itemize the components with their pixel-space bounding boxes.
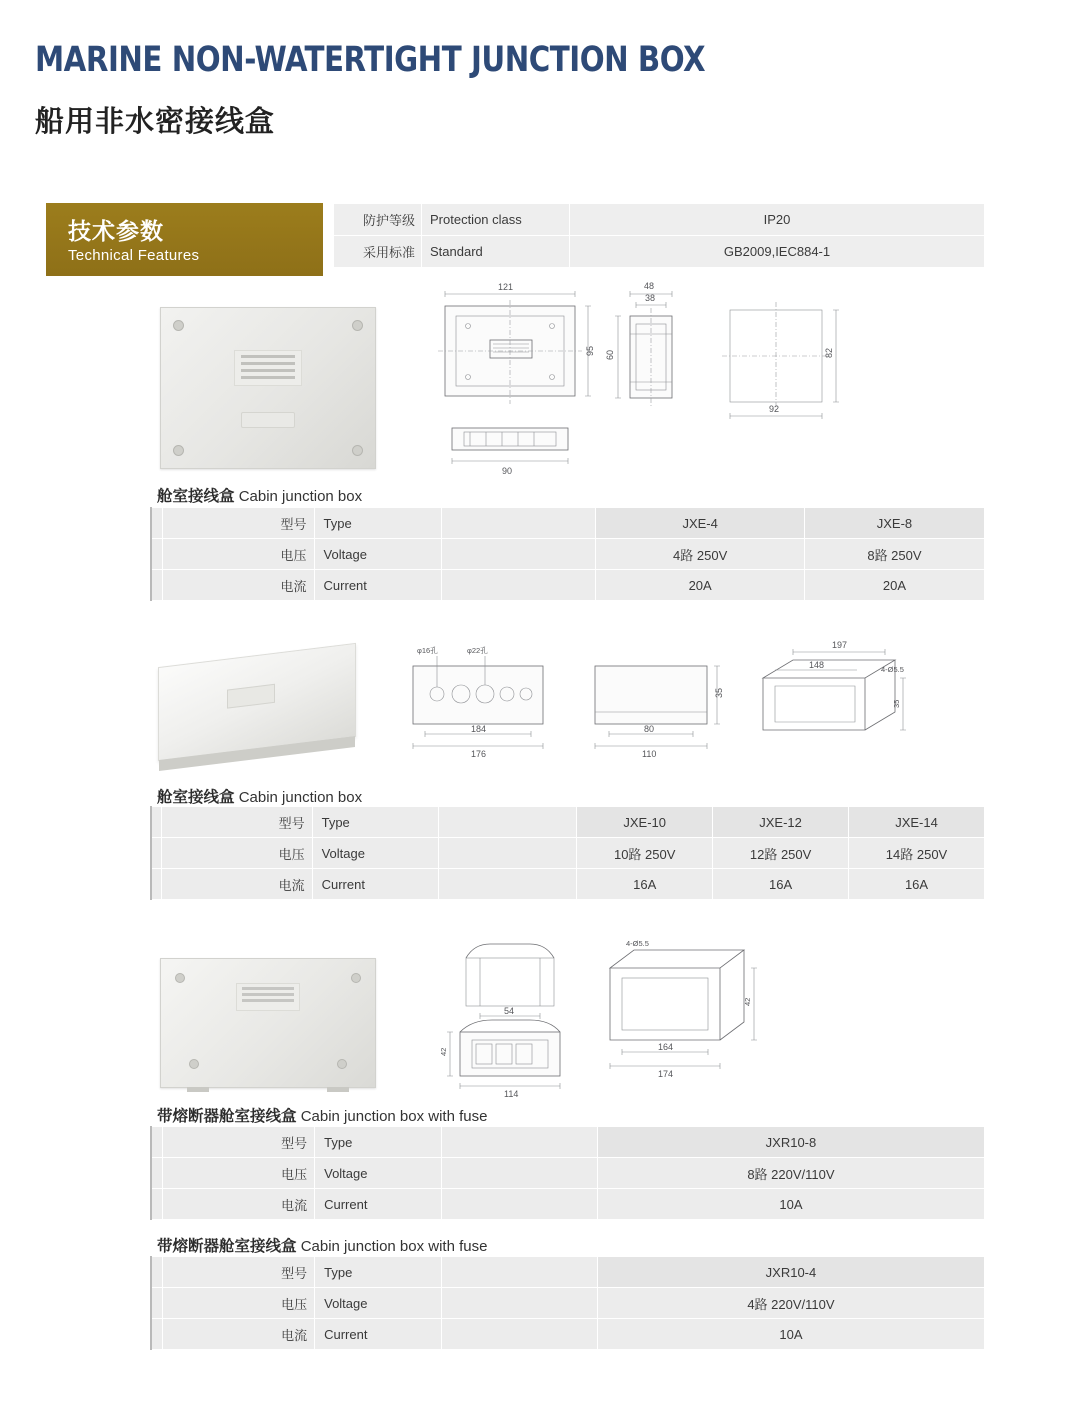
caption-section-3 xyxy=(157,1104,487,1126)
table-row xyxy=(151,1319,985,1350)
svg-text:54: 54 xyxy=(504,1006,515,1016)
caption-section-1 xyxy=(157,484,362,506)
screw-icon xyxy=(337,1059,347,1069)
svg-text:42: 42 xyxy=(439,1047,448,1056)
voltage-label-cn: 电压 xyxy=(162,1288,315,1319)
spacer-cell xyxy=(441,539,596,570)
svg-text:164: 164 xyxy=(658,1042,674,1052)
spacer-cell xyxy=(442,1319,597,1350)
current-value-1: 20A xyxy=(596,570,805,601)
type-value-1: JXE-4 xyxy=(596,508,805,539)
svg-text:114: 114 xyxy=(504,1089,519,1098)
spec-table-jxe-4-8 xyxy=(150,507,985,601)
row-marker xyxy=(151,869,162,900)
table-row xyxy=(151,1189,985,1220)
table-row xyxy=(151,1127,985,1158)
table-row xyxy=(151,869,985,900)
svg-text:φ16孔: φ16孔 xyxy=(417,646,438,655)
protection-standard-table xyxy=(333,203,985,268)
svg-text:197: 197 xyxy=(832,640,848,650)
voltage-value-2: 12路 250V xyxy=(713,838,849,869)
spacer-cell xyxy=(441,570,596,601)
svg-text:92: 92 xyxy=(769,404,780,414)
svg-text:95: 95 xyxy=(585,345,595,356)
spacer-cell xyxy=(442,1158,597,1189)
terminal-plate xyxy=(234,350,302,386)
technical-features-title-en: Technical Features xyxy=(68,247,200,264)
row-marker xyxy=(151,1288,162,1319)
current-value-2: 16A xyxy=(713,869,849,900)
product-photo-jxe-10 xyxy=(158,643,356,761)
svg-text:110: 110 xyxy=(642,749,657,759)
svg-text:82: 82 xyxy=(824,347,834,358)
type-value-1: JXR10-4 xyxy=(597,1257,984,1288)
spacer-cell xyxy=(441,508,596,539)
table-row xyxy=(151,1257,985,1288)
caption-en: Cabin junction box xyxy=(238,488,363,505)
row-marker xyxy=(151,807,162,838)
table-row xyxy=(151,1158,985,1189)
mounting-foot xyxy=(187,1087,209,1092)
type-label-cn: 型号 xyxy=(162,508,314,539)
type-value-1: JXE-10 xyxy=(577,807,713,838)
technical-features-title-cn: 技术参数 xyxy=(68,218,164,244)
svg-text:184: 184 xyxy=(471,724,487,734)
svg-text:35: 35 xyxy=(714,687,724,698)
row-marker xyxy=(151,838,162,869)
caption-cn: 带熔断器舱室接线盒 xyxy=(157,1238,297,1255)
table-row xyxy=(334,204,985,236)
technical-drawing-jxe-4 xyxy=(430,278,860,493)
screw-icon xyxy=(189,1059,199,1069)
spacer-cell xyxy=(438,838,577,869)
table-row xyxy=(151,807,985,838)
technical-drawing-jxe-10 xyxy=(395,638,915,770)
row-marker xyxy=(151,570,162,601)
screw-icon xyxy=(173,320,184,331)
technical-features-block xyxy=(46,203,323,276)
terminal-plate xyxy=(236,983,300,1011)
svg-text:4-Ø5.5: 4-Ø5.5 xyxy=(626,939,649,948)
svg-text:48: 48 xyxy=(644,281,655,291)
type-label-en: Type xyxy=(315,1127,442,1158)
nameplate-badge xyxy=(227,684,275,709)
current-label-en: Current xyxy=(315,1319,442,1350)
row-marker xyxy=(151,1257,162,1288)
spacer-cell xyxy=(442,1288,597,1319)
voltage-label-cn: 电压 xyxy=(162,539,314,570)
caption-cn: 带熔断器舱室接线盒 xyxy=(157,1108,297,1125)
table-row xyxy=(151,838,985,869)
voltage-value-1: 4路 220V/110V xyxy=(597,1288,984,1319)
svg-text:60: 60 xyxy=(605,349,615,360)
protection-class-value: IP20 xyxy=(570,204,985,236)
type-value-3: JXE-14 xyxy=(849,807,985,838)
spacer-cell xyxy=(442,1257,597,1288)
current-label-cn: 电流 xyxy=(162,1319,315,1350)
spacer-cell xyxy=(438,807,577,838)
table-row xyxy=(151,508,985,539)
current-label-en: Current xyxy=(315,1189,442,1220)
row-marker xyxy=(151,1189,162,1220)
table-row xyxy=(334,236,985,268)
type-label-en: Type xyxy=(314,508,441,539)
type-label-cn: 型号 xyxy=(162,807,312,838)
svg-text:42: 42 xyxy=(743,997,752,1006)
caption-cn: 舱室接线盒 xyxy=(157,488,235,505)
caption-en: Cabin junction box with fuse xyxy=(300,1108,488,1125)
page-title-chinese: 船用非水密接线盒 xyxy=(35,106,276,138)
voltage-label-en: Voltage xyxy=(315,1288,442,1319)
protection-class-label-en: Protection class xyxy=(422,204,570,236)
standard-value: GB2009,IEC884-1 xyxy=(570,236,985,268)
spec-table-jxe-10-14 xyxy=(150,806,985,900)
current-value-2: 20A xyxy=(804,570,984,601)
row-marker xyxy=(151,508,162,539)
type-label-cn: 型号 xyxy=(162,1127,315,1158)
svg-text:176: 176 xyxy=(471,749,487,759)
voltage-value-1: 4路 250V xyxy=(596,539,805,570)
current-label-cn: 电流 xyxy=(162,1189,315,1220)
current-label-cn: 电流 xyxy=(162,869,312,900)
svg-text:φ22孔: φ22孔 xyxy=(467,646,488,655)
voltage-value-2: 8路 250V xyxy=(804,539,984,570)
nameplate-badge xyxy=(241,412,295,428)
voltage-label-cn: 电压 xyxy=(162,1158,315,1189)
current-value-3: 16A xyxy=(849,869,985,900)
type-label-cn: 型号 xyxy=(162,1257,315,1288)
row-marker xyxy=(151,1319,162,1350)
current-label-en: Current xyxy=(314,570,441,601)
screw-icon xyxy=(351,973,361,983)
type-label-en: Type xyxy=(312,807,438,838)
voltage-label-cn: 电压 xyxy=(162,838,312,869)
mounting-foot xyxy=(327,1087,349,1092)
type-value-2: JXE-8 xyxy=(804,508,984,539)
caption-section-4 xyxy=(157,1234,487,1256)
current-value-1: 10A xyxy=(597,1319,984,1350)
voltage-value-1: 10路 250V xyxy=(577,838,713,869)
spec-table-jxr10-4 xyxy=(150,1256,985,1350)
screw-icon xyxy=(352,320,363,331)
product-photo-jxr10-8 xyxy=(160,958,376,1088)
page-title-english: MARINE NON-WATERTIGHT JUNCTION BOX xyxy=(35,40,706,80)
svg-text:35: 35 xyxy=(892,699,901,708)
svg-text:38: 38 xyxy=(645,293,656,303)
voltage-value-1: 8路 220V/110V xyxy=(597,1158,984,1189)
screw-icon xyxy=(352,445,363,456)
caption-section-2 xyxy=(157,785,362,807)
voltage-label-en: Voltage xyxy=(314,539,441,570)
screw-icon xyxy=(175,973,185,983)
spacer-cell xyxy=(438,869,577,900)
protection-class-label-cn: 防护等级 xyxy=(334,204,422,236)
table-row xyxy=(151,539,985,570)
caption-en: Cabin junction box xyxy=(238,789,363,806)
table-row xyxy=(151,1288,985,1319)
svg-text:80: 80 xyxy=(644,724,655,734)
product-photo-jxe-4 xyxy=(160,307,376,469)
spacer-cell xyxy=(442,1127,597,1158)
standard-label-en: Standard xyxy=(422,236,570,268)
current-value-1: 16A xyxy=(577,869,713,900)
box-lip xyxy=(159,736,355,771)
svg-text:121: 121 xyxy=(498,282,514,292)
current-label-cn: 电流 xyxy=(162,570,314,601)
voltage-label-en: Voltage xyxy=(312,838,438,869)
current-label-en: Current xyxy=(312,869,438,900)
caption-cn: 舱室接线盒 xyxy=(157,789,235,806)
table-row xyxy=(151,570,985,601)
voltage-value-3: 14路 250V xyxy=(849,838,985,869)
svg-text:90: 90 xyxy=(502,466,513,476)
type-label-en: Type xyxy=(315,1257,442,1288)
spacer-cell xyxy=(442,1189,597,1220)
standard-label-cn: 采用标准 xyxy=(334,236,422,268)
current-value-1: 10A xyxy=(597,1189,984,1220)
svg-text:174: 174 xyxy=(658,1069,674,1079)
svg-text:4-Ø5.5: 4-Ø5.5 xyxy=(881,665,904,674)
caption-en: Cabin junction box with fuse xyxy=(300,1238,488,1255)
spec-table-jxr10-8 xyxy=(150,1126,985,1220)
technical-drawing-jxr10-8 xyxy=(420,928,780,1098)
type-value-2: JXE-12 xyxy=(713,807,849,838)
screw-icon xyxy=(173,445,184,456)
row-marker xyxy=(151,1158,162,1189)
svg-text:148: 148 xyxy=(809,660,825,670)
type-value-1: JXR10-8 xyxy=(597,1127,984,1158)
voltage-label-en: Voltage xyxy=(315,1158,442,1189)
row-marker xyxy=(151,1127,162,1158)
row-marker xyxy=(151,539,162,570)
